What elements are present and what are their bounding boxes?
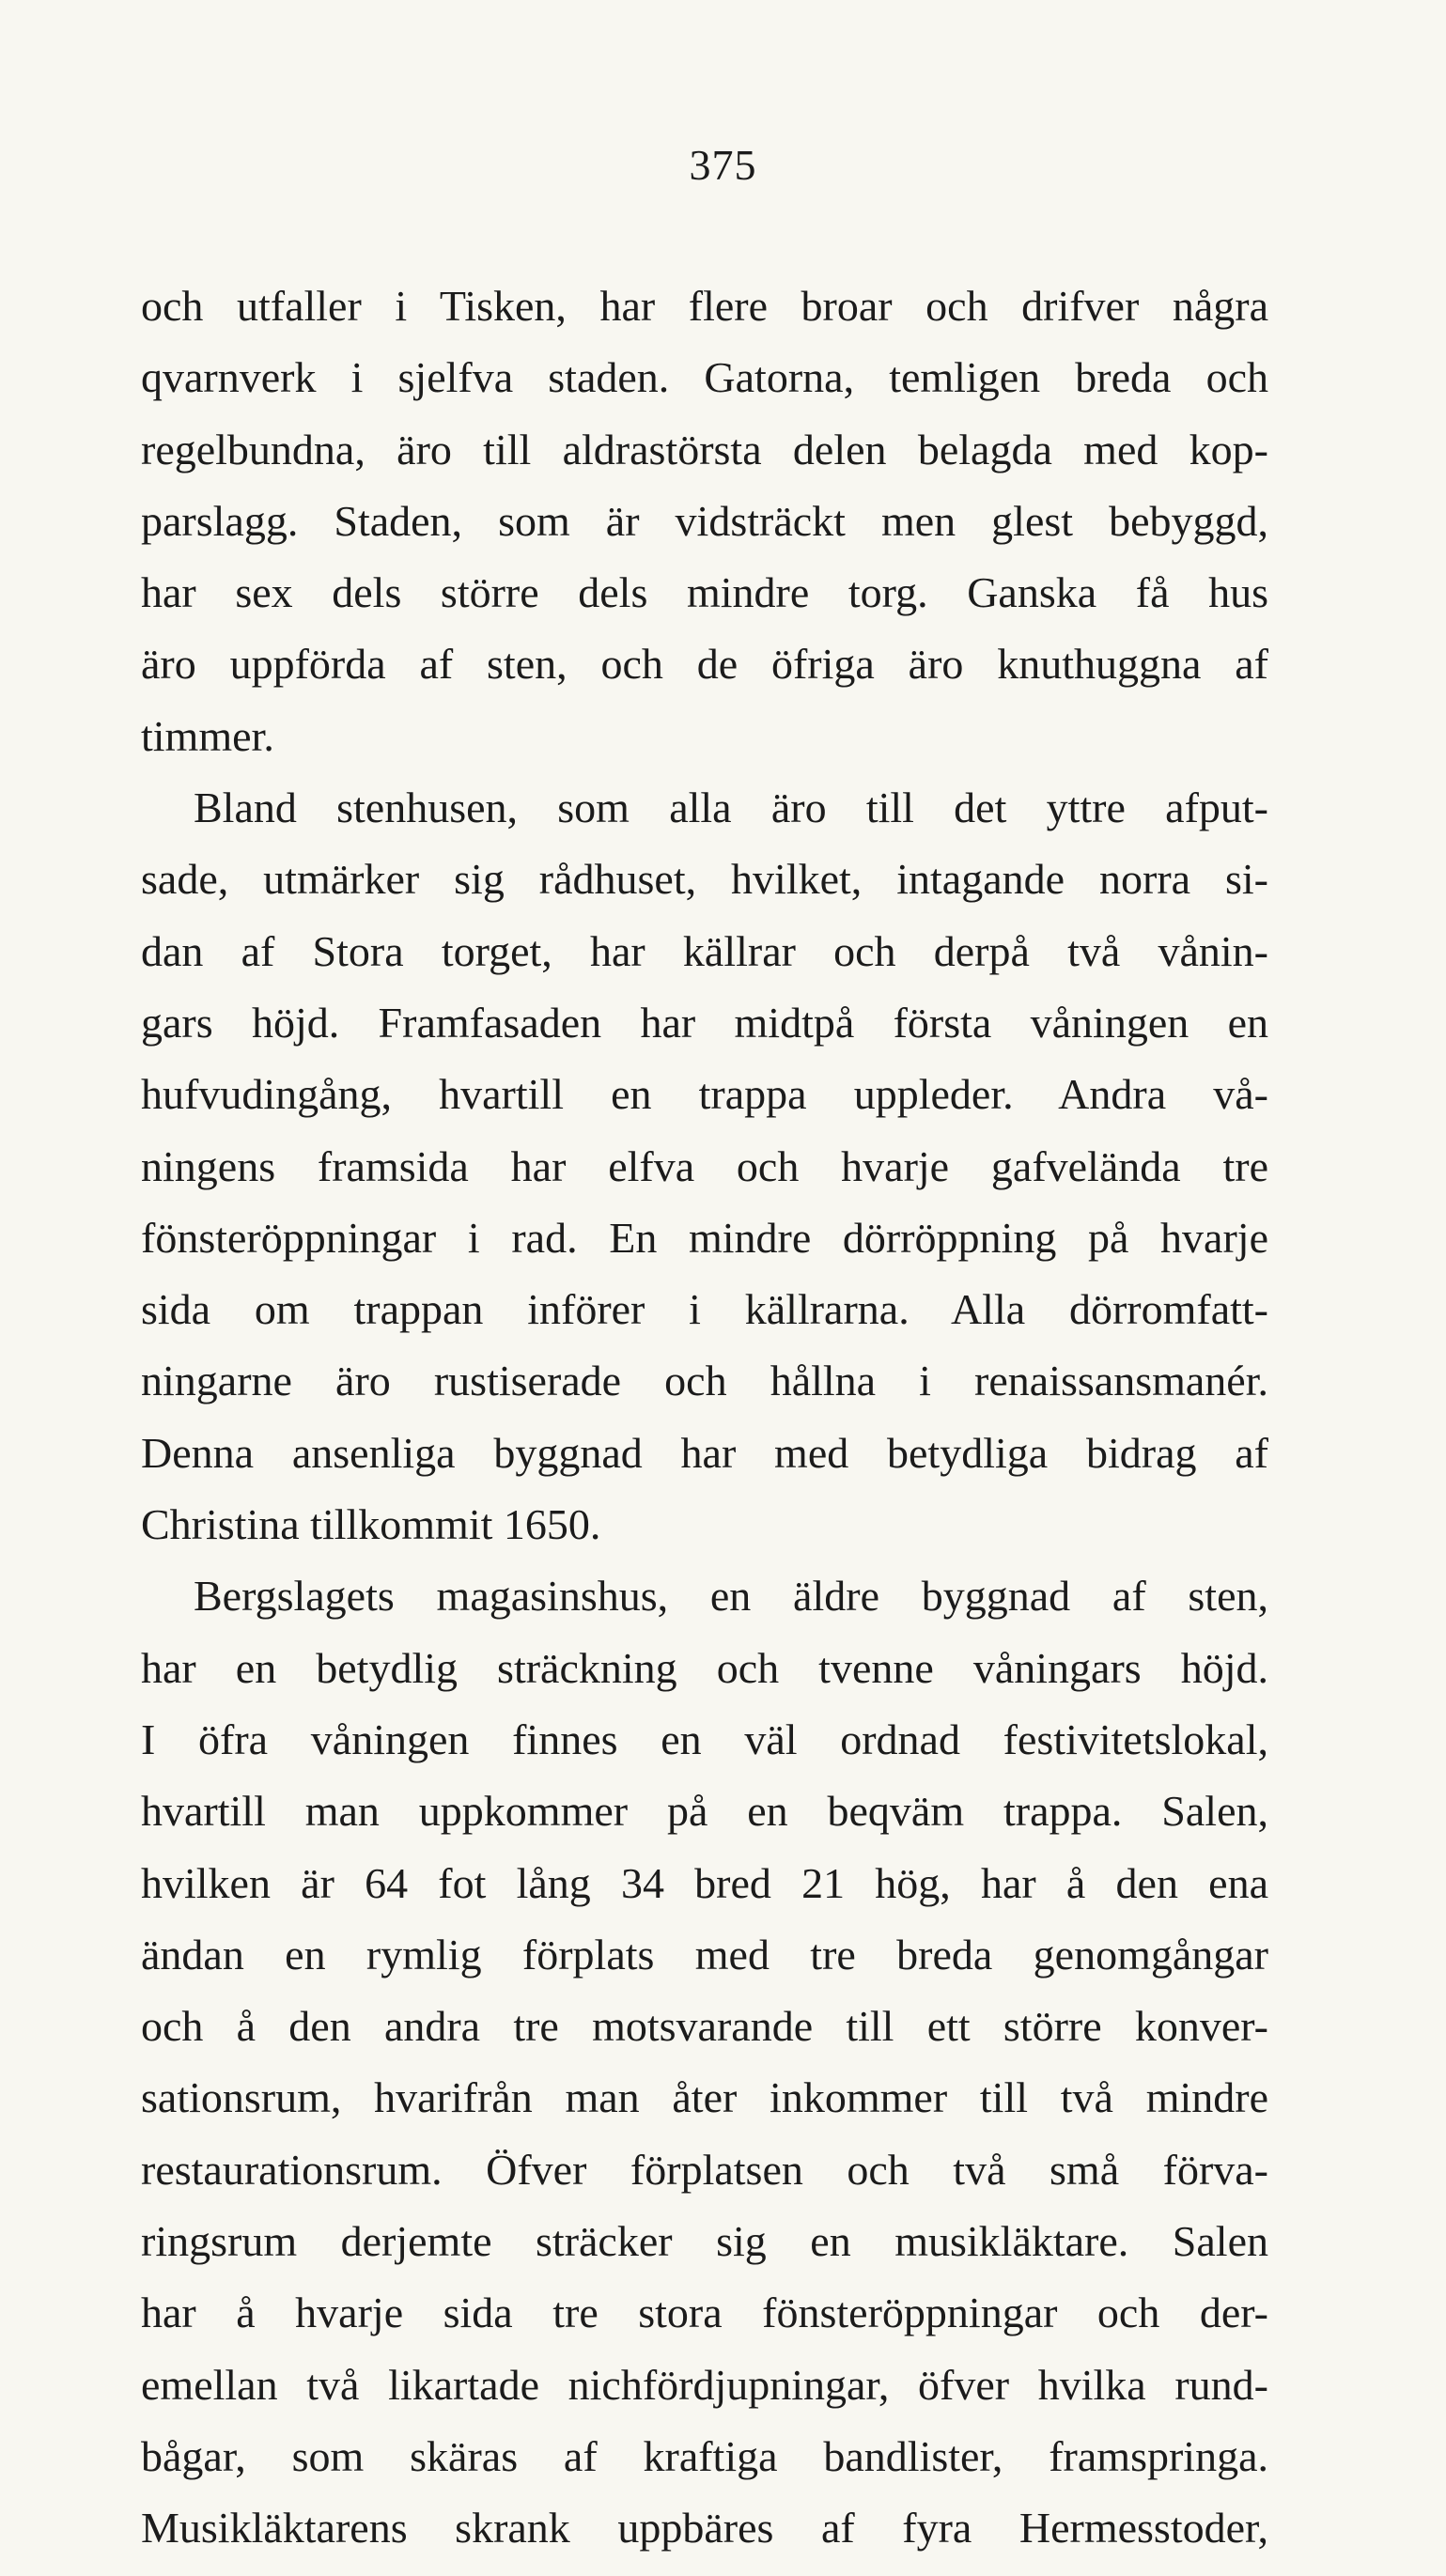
text-line-11: gars höjd. Framfasaden har midtpå första våningen en (141, 998, 1268, 1047)
text-line-17: Denna ansenliga byggnad har med betydliga bidrag af (141, 1428, 1268, 1477)
text-line-3: regelbundna, äro till aldrastörsta delen belagda med kop- (141, 425, 1268, 473)
text-line-22: hvartill man uppkommer på en beqväm trappa. Salen, (141, 1787, 1268, 1836)
text-line-14: fönsteröppningar i rad. En mindre dörröppning på hvarje (141, 1213, 1268, 1262)
text-line-21: I öfra våningen finnes en väl ordnad festivitetslokal, (141, 1715, 1268, 1763)
text-line-32: Musikläktarens skrank uppbäres af fyra Hermesstoder, (141, 2504, 1268, 2553)
text-line-2: qvarnverk i sjelfva staden. Gatorna, temligen breda och (141, 353, 1268, 402)
text-line-27: restaurationsrum. Öfver förplatsen och två små förva- (141, 2145, 1268, 2194)
text-line-13: ningens framsida har elfva och hvarje gafvelända tre (141, 1141, 1268, 1190)
text-line-24: ändan en rymlig förplats med tre breda genomgångar (141, 1930, 1268, 1979)
text-line-25: och å den andra tre motsvarande till ett större konver- (141, 2002, 1268, 2051)
body-text (141, 271, 1268, 2565)
text-line-9: sade, utmärker sig rådhuset, hvilket, intagande norra si- (141, 855, 1268, 904)
text-line-15: sida om trappan införer i källrarna. Alla dörromfatt- (141, 1285, 1268, 1334)
text-line-5: har sex dels större dels mindre torg. Ganska få hus (141, 568, 1268, 617)
text-line-16: ningarne äro rustiserade och hållna i renaissansmanér. (141, 1357, 1268, 1405)
text-line-26: sationsrum, hvarifrån man åter inkommer till två mindre (141, 2073, 1268, 2122)
text-line-19: Bergslagets magasinshus, en äldre byggnad af sten, (194, 1572, 1268, 1621)
text-line-31: bågar, som skäras af kraftiga bandlister, framspringa. (141, 2431, 1268, 2480)
text-line-10: dan af Stora torget, har källrar och derpå två vånin- (141, 926, 1268, 975)
text-line-20: har en betydlig sträckning och tvenne våningars höjd. (141, 1643, 1268, 1692)
text-line-1: och utfaller i Tisken, har flere broar och drifver några (141, 282, 1268, 330)
text-line-30: emellan två likartade nichfördjupningar, öfver hvilka rund- (141, 2360, 1268, 2409)
text-line-23: hvilken är 64 fot lång 34 bred 21 hög, har å den ena (141, 1858, 1268, 1907)
text-line-4: parslagg. Staden, som är vidsträckt men glest bebyggd, (141, 496, 1268, 545)
text-line-12: hufvudingång, hvartill en trappa uppleder. Andra vå- (141, 1070, 1268, 1119)
text-line-8: Bland stenhusen, som alla äro till det yttre afput- (194, 784, 1268, 832)
text-line-18: Christina tillkommit 1650. (141, 1500, 601, 1549)
page-number: 375 (689, 141, 757, 189)
text-line-6: äro uppförda af sten, och de öfriga äro knuthuggna af (141, 640, 1268, 689)
text-line-29: har å hvarje sida tre stora fönsteröppningar och der- (141, 2289, 1268, 2337)
text-line-28: ringsrum derjemte sträcker sig en musikläktare. Salen (141, 2217, 1268, 2266)
text-line-7: timmer. (141, 711, 274, 760)
